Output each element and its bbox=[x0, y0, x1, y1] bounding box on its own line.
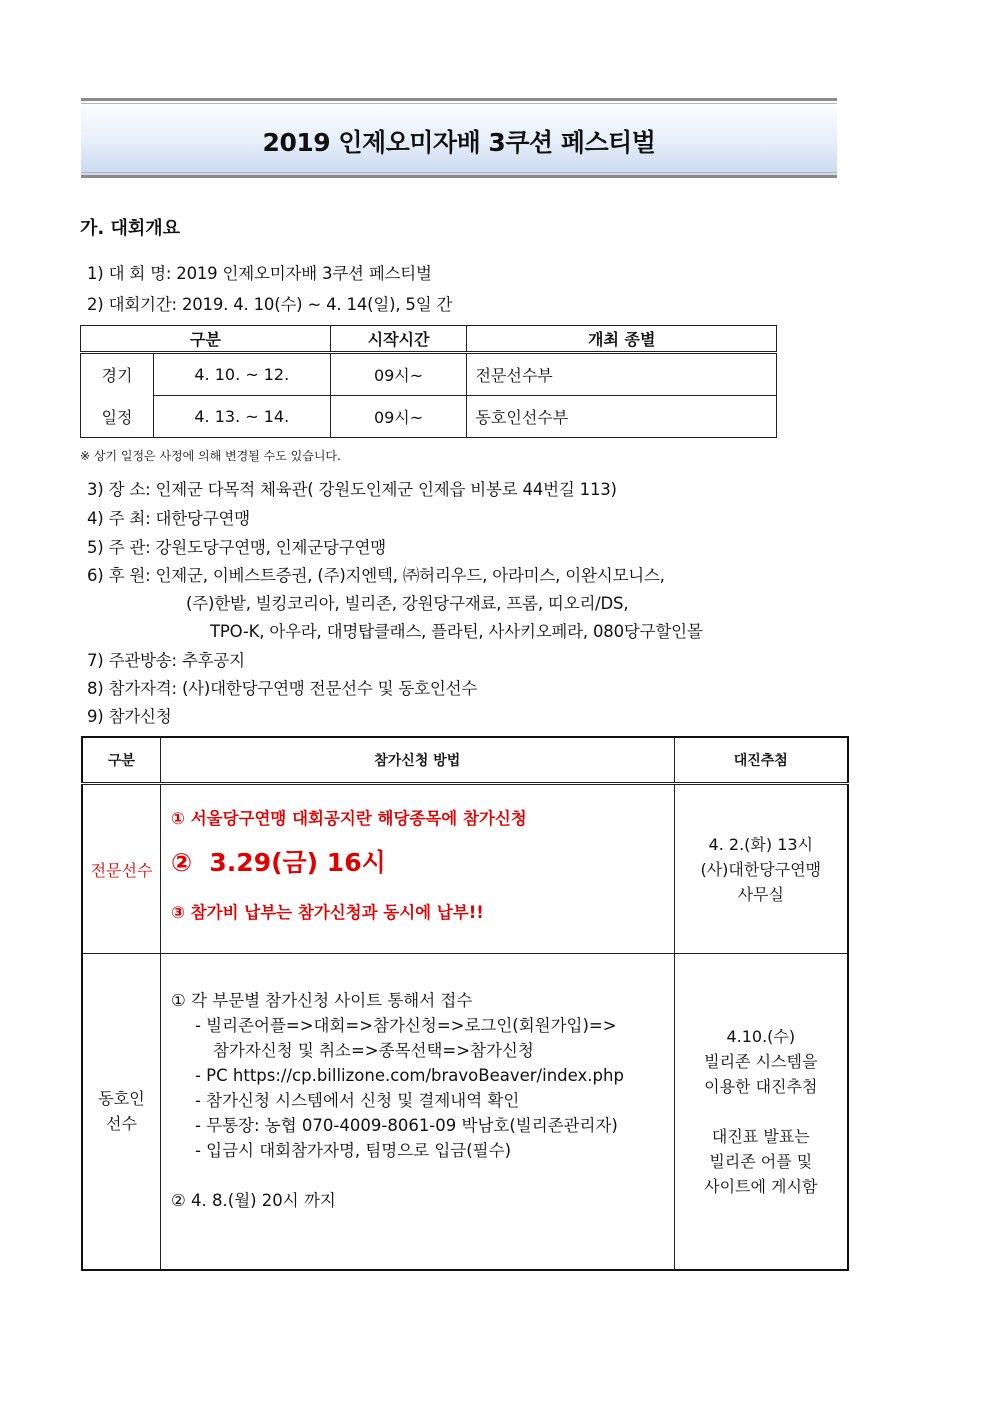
schedule-table bbox=[80, 325, 777, 438]
title-banner bbox=[81, 98, 837, 178]
schedule-row-label: 일정 bbox=[81, 396, 154, 438]
table-row bbox=[81, 396, 777, 438]
table-row bbox=[81, 353, 777, 396]
amateur-draw-line: 빌리존 시스템을 bbox=[704, 1051, 818, 1071]
schedule-header-category: 구분 bbox=[81, 326, 331, 353]
item-name: 1) 대 회 명: 2019 인제오미자배 3쿠션 페스티벌 bbox=[87, 264, 432, 283]
amateur-label bbox=[82, 954, 160, 1270]
schedule-row-label: 경기 bbox=[81, 353, 154, 396]
schedule-header-row bbox=[81, 326, 777, 353]
amateur-method-line: - 참가신청 시스템에서 신청 및 결제내역 확인 bbox=[194, 1091, 520, 1110]
amateur-method-line: - 무통장: 농협 070-4009-8061-09 박남호(빌리존관리자) bbox=[194, 1116, 618, 1135]
amateur-deadline: ② 4. 8.(월) 20시 까지 bbox=[170, 1191, 336, 1210]
amateur-method bbox=[160, 954, 674, 1270]
item-host: 4) 주 최: 대한당구연맹 bbox=[87, 509, 250, 528]
table-row bbox=[82, 784, 848, 954]
item-apply: 9) 참가신청 bbox=[87, 707, 172, 726]
amateur-method-line: - 빌리존어플=>대회=>참가신청=>로그인(회원가입)=> bbox=[194, 1016, 617, 1035]
application-header-method: 참가신청 방법 bbox=[160, 737, 674, 784]
amateur-draw-line: 대진표 발표는 bbox=[711, 1126, 810, 1146]
item-eligibility: 8) 참가자격: (사)대한당구연맹 전문선수 및 동호인선수 bbox=[87, 679, 478, 698]
item-broadcast: 7) 주관방송: 추후공지 bbox=[87, 651, 245, 670]
schedule-header-division: 개최 종별 bbox=[467, 326, 777, 353]
pro-method-line: ① 서울당구연맹 대회공지란 해당종목에 참가신청 bbox=[170, 809, 527, 828]
item-period: 2) 대회기간: 2019. 4. 10(수) ~ 4. 14(일), 5일 간 bbox=[87, 295, 453, 314]
schedule-dates: 4. 13. ~ 14. bbox=[153, 396, 330, 438]
application-header-row bbox=[82, 737, 848, 784]
pro-method bbox=[160, 784, 674, 954]
pro-method-line: ③ 참가비 납부는 참가신청과 동시에 납부!! bbox=[170, 903, 484, 922]
spacer bbox=[675, 1099, 847, 1124]
amateur-label-line: 선수 bbox=[106, 1114, 137, 1134]
schedule-note: ※ 상기 일정은 사정에 의해 변경될 수도 있습니다. bbox=[80, 449, 341, 463]
amateur-draw-line: 사이트에 게시함 bbox=[704, 1176, 818, 1196]
schedule-header-time: 시작시간 bbox=[330, 326, 467, 353]
pro-draw-line: 사무실 bbox=[737, 884, 784, 904]
item-sponsor-cont: TPO-K, 아우라, 대명탑클래스, 플라틴, 사사키오페라, 080당구할인몰 bbox=[210, 622, 703, 641]
schedule-division: 전문선수부 bbox=[467, 353, 777, 396]
document-title: 2019 인제오미자배 3쿠션 페스티벌 bbox=[262, 128, 656, 157]
section-heading: 가. 대회개요 bbox=[80, 218, 181, 239]
item-sponsor: 6) 후 원: 인제군, 이베스트증권, (주)지엔텍, ㈜허리우드, 아라미스, 이완시모니스, bbox=[87, 566, 665, 585]
application-header-draw: 대진추첨 bbox=[674, 737, 848, 784]
pro-deadline-date: 3.29(금) 16시 bbox=[209, 848, 386, 877]
pro-draw-line: 4. 2.(화) 13시 bbox=[708, 834, 814, 854]
item-organizer: 5) 주 관: 강원도당구연맹, 인제군당구연맹 bbox=[87, 538, 386, 557]
application-table bbox=[81, 736, 849, 1271]
amateur-method-line: ① 각 부문별 참가신청 사이트 통해서 접수 bbox=[170, 991, 473, 1010]
item-venue: 3) 장 소: 인제군 다목적 체육관( 강원도인제군 인제읍 비봉로 44번길 113) bbox=[87, 480, 617, 499]
schedule-dates: 4. 10. ~ 12. bbox=[153, 353, 330, 396]
table-row bbox=[82, 954, 848, 1270]
amateur-draw-line: 4.10.(수) bbox=[726, 1026, 796, 1046]
pro-draw bbox=[674, 784, 848, 954]
amateur-url: - PC https://cp.billizone.com/bravoBeaver/index.php bbox=[194, 1066, 624, 1085]
pro-deadline bbox=[171, 843, 674, 879]
schedule-time: 09시~ bbox=[330, 396, 467, 438]
amateur-label-line: 동호인 bbox=[98, 1089, 145, 1109]
pro-label: 전문선수 bbox=[82, 784, 160, 954]
pro-deadline-num: ② bbox=[170, 848, 193, 877]
amateur-draw bbox=[674, 954, 848, 1270]
schedule-time: 09시~ bbox=[330, 353, 467, 396]
application-header-category: 구분 bbox=[82, 737, 160, 784]
amateur-method-line: - 입금시 대회참가자명, 팀명으로 입금(필수) bbox=[194, 1141, 512, 1160]
amateur-draw-line: 이용한 대진추첨 bbox=[704, 1076, 818, 1096]
pro-draw-line: (사)대한당구연맹 bbox=[700, 859, 822, 879]
schedule-division: 동호인선수부 bbox=[467, 396, 777, 438]
item-sponsor-cont: (주)한밭, 빌킹코리아, 빌리존, 강원당구재료, 프롬, 띠오리/DS, bbox=[186, 594, 629, 613]
amateur-method-line: 참가자신청 및 취소=>종목선택=>참가신청 bbox=[212, 1041, 534, 1060]
amateur-draw-line: 빌리존 어플 및 bbox=[709, 1151, 813, 1171]
